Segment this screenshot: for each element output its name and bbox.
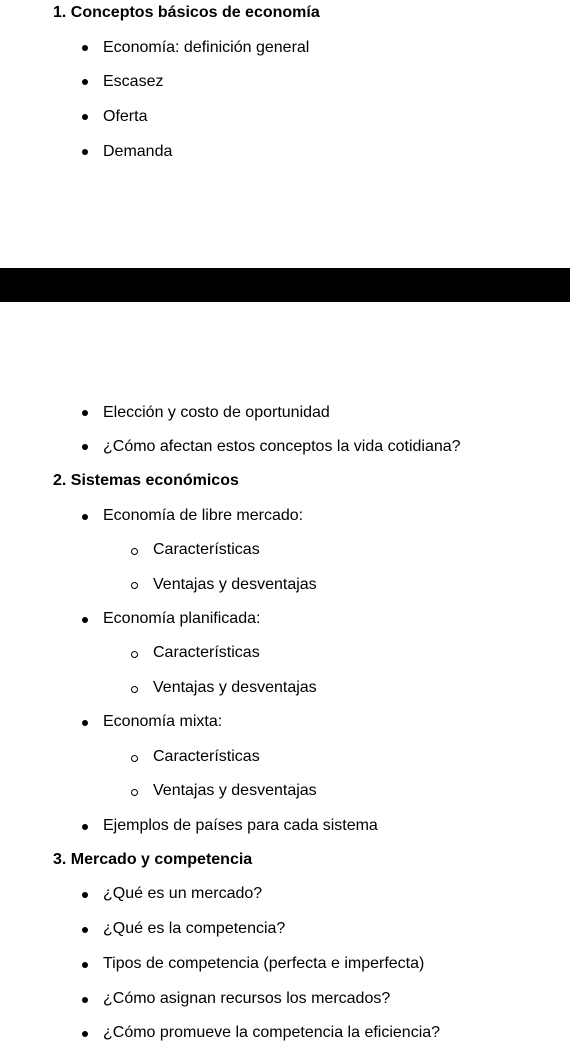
- section-2-heading: 2. Sistemas económicos: [53, 472, 239, 489]
- sub-list-item: Características: [153, 748, 260, 765]
- list-item: Economía planificada:: [103, 610, 261, 627]
- bullet-icon: [82, 149, 88, 155]
- sub-bullet-icon: [131, 582, 138, 589]
- list-item: Ejemplos de países para cada sistema: [103, 817, 378, 834]
- bullet-icon: [82, 720, 88, 726]
- bullet-icon: [82, 927, 88, 933]
- sub-list-item: Ventajas y desventajas: [153, 679, 317, 696]
- sub-bullet-icon: [131, 755, 138, 762]
- bullet-icon: [82, 45, 88, 51]
- bullet-icon: [82, 892, 88, 898]
- sub-bullet-icon: [131, 548, 138, 555]
- list-item: Economía de libre mercado:: [103, 507, 304, 524]
- redaction-bar: [0, 268, 570, 302]
- bullet-icon: [82, 824, 88, 830]
- bullet-icon: [82, 114, 88, 120]
- list-item: ¿Qué es un mercado?: [103, 885, 263, 902]
- list-item: Demanda: [103, 143, 173, 160]
- bullet-icon: [82, 410, 88, 416]
- bullet-icon: [82, 997, 88, 1003]
- section-3-heading: 3. Mercado y competencia: [53, 851, 253, 868]
- list-item: ¿Cómo promueve la competencia la eficiencia?: [103, 1024, 441, 1041]
- list-item: Escasez: [103, 73, 164, 90]
- bullet-icon: [82, 617, 88, 623]
- bullet-icon: [82, 444, 88, 450]
- sub-bullet-icon: [131, 651, 138, 658]
- sub-list-item: Características: [153, 541, 260, 558]
- list-item: ¿Cómo afectan estos conceptos la vida cotidiana?: [103, 438, 461, 455]
- list-item: Economía: definición general: [103, 39, 310, 56]
- bullet-icon: [82, 962, 88, 968]
- bullet-icon: [82, 514, 88, 520]
- list-item: Oferta: [103, 108, 148, 125]
- bullet-icon: [82, 79, 88, 85]
- list-item: ¿Cómo asignan recursos los mercados?: [103, 990, 391, 1007]
- sub-list-item: Ventajas y desventajas: [153, 576, 317, 593]
- sub-list-item: Características: [153, 644, 260, 661]
- list-item: ¿Qué es la competencia?: [103, 920, 286, 937]
- bullet-icon: [82, 1031, 88, 1037]
- list-item: Elección y costo de oportunidad: [103, 404, 330, 421]
- sub-bullet-icon: [131, 686, 138, 693]
- list-item: Economía mixta:: [103, 713, 223, 730]
- sub-bullet-icon: [131, 789, 138, 796]
- list-item: Tipos de competencia (perfecta e imperfecta): [103, 955, 425, 972]
- section-1-heading: 1. Conceptos básicos de economía: [53, 4, 320, 21]
- sub-list-item: Ventajas y desventajas: [153, 782, 317, 799]
